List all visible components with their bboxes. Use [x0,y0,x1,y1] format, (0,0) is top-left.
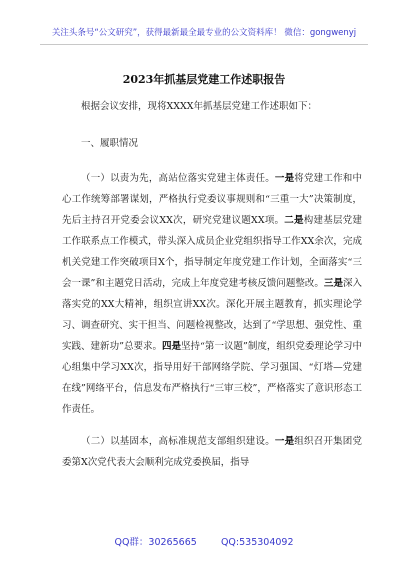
keyword-3: 三是 [323,278,343,289]
keyword-1: 一是 [274,173,295,184]
paragraph-2-part-1: 组织召开集团党委第X次党代表大会顺利完成党委换届，指导 [62,436,362,468]
paragraph-1-lead: （一）以责为先，高站位落实党建主体责任。 [81,173,275,184]
keyword-2: 二是 [284,215,304,226]
paragraph-1-part-4: 坚持“第一议题”制度，组织党委理论学习中心组集中学习XX次，指导用好干部网络学院、学习强国、“灯塔—党建在线”网络平台，信息发布严格执行“三审三校”，严格落实了意识形态工作责任。 [62,341,362,415]
section-heading: 一、履职情况 [81,138,139,149]
paragraph-1 [62,168,362,420]
paragraph-1-part-3: 深入落实党的XX大精神，组织宣讲XX次。深化开展主题教育，抓实理论学习、调查研究、实干担当、问题检视整改，达到了“学思想、强党性、重实践、建新功”总要求。 [62,278,362,352]
footer-qq: QQ:535304092 [220,537,294,548]
intro-paragraph: 根据会议安排，现将XXXX年抓基层党建工作述职如下： [81,101,318,112]
paragraph-2-keyword-1: 一是 [274,436,295,447]
paragraph-2 [62,431,362,473]
footer-contact [0,534,408,548]
keyword-4: 四是 [162,341,182,352]
paragraph-1-part-1: 将党建工作和中心工作统筹部署谋划，严格执行党委议事规则和“三重一大”决策制度，先后主持召开党委会议XX次，研究党建议题XX项。 [62,173,362,226]
paragraph-1-part-2: 构建基层党建工作联系点工作模式，带头深入成员企业党组织指导工作XX余次，完成机关党建工作突破项目X个，指导制定年度党建工作计划，全面落实“三会一课”和主题党日活动，完成上年度党建考核反馈问题整改。 [62,215,362,289]
promo-header: 关注头条号“公文研究”，获得最新最全最专业的公文资料库！ 微信：gongwenyj [51,28,357,38]
document-body [62,96,362,473]
paragraph-2-lead: （二）以基固本，高标准规范支部组织建设。 [81,436,275,447]
document-title: 2023年抓基层党建工作述职报告 [122,73,286,86]
footer-qq-group: QQ群：30265665 [114,537,197,548]
header-divider [40,44,368,45]
